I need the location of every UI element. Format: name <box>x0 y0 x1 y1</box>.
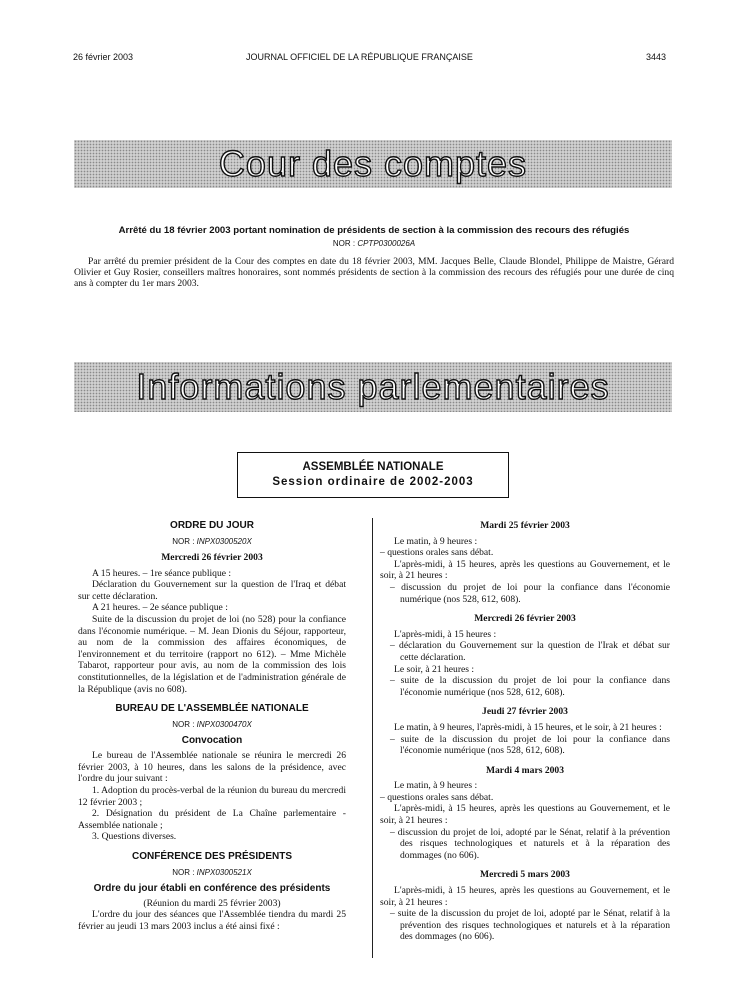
paragraph: L'après-midi, à 15 heures, après les questions au Gouvernement, et le soir, à 21 heures : <box>380 558 670 582</box>
paragraph: L'ordre du jour des séances que l'Assemblée tiendra du mardi 25 février au jeudi 13 mars 2003 inclus a été ainsi fixé : <box>78 909 346 933</box>
ordre-du-jour-nor: NOR : INPX0300520X <box>172 537 252 546</box>
nor-code: CPTP0300026A <box>357 239 416 248</box>
nor-code: INPX0300521X <box>196 867 252 877</box>
ordre-date: Mercredi 26 février 2003 <box>161 552 263 563</box>
list-item: 3. Questions diverses. <box>92 831 177 843</box>
list-item: – suite de la discussion du projet de loi pour la confiance dans l'économie numérique (nos 528, 612, 608). <box>390 675 670 698</box>
list-item: – discussion du projet de loi, adopté par le Sénat, relatif à la prévention des risques technologiques et naturels et à la réparation des dommages (no 606). <box>390 826 670 861</box>
arrete-body: Par arrêté du premier président de la Cour des comptes en date du 18 février 2003, MM. Jacques Belle, Claude Blondel, Philippe de Maistre, Gérard Olivier et Guy Rosier, conseillers maîtres honoraires, sont nommés présidents de section à la commission des recours des réfugiés pour une durée de cinq ans à compter du 1er mars 2003. <box>74 256 674 289</box>
banner-title: Cour des comptes <box>218 143 528 184</box>
paragraph: Suite de la discussion du projet de loi (no 528) pour la confiance dans l'économie numérique. – M. Jean Dionis du Séjour, rapporteur, au nom de la commission des affaires économiques, de l'environnement et du territoire (rapport no 612). – Mme Michèle Tabarot, rapporteur pour avis, au nom de la commission des lois constitutionnelles, de la législation et de l'administration générale de la République (avis no 608). <box>78 613 346 695</box>
list-item: 2. Désignation du président de La Chaîne parlementaire - Assemblée nationale ; <box>78 808 346 831</box>
nor-code: INPX0300470X <box>196 720 252 730</box>
day-heading: Mardi 4 mars 2003 <box>485 764 565 776</box>
header-journal: JOURNAL OFFICIEL DE LA RÉPUBLIQUE FRANÇAISE <box>246 52 473 62</box>
nor-label: NOR : <box>332 239 356 248</box>
day-heading: Mercredi 26 février 2003 <box>474 613 576 625</box>
paragraph: A 15 heures. – 1re séance publique : <box>92 567 232 579</box>
arrete-title: Arrêté du 18 février 2003 portant nomination de présidents de section à la commission des recours des réfugiés <box>118 225 630 236</box>
arrete-nor <box>74 239 674 248</box>
day-heading: Mercredi 5 mars 2003 <box>480 869 570 881</box>
list-item: – questions orales sans débat. <box>380 547 494 559</box>
day-heading: Mardi 25 février 2003 <box>480 520 570 531</box>
list-item: – questions orales sans débat. <box>380 791 494 803</box>
list-item: – déclaration du Gouvernement sur la question de l'Irak et débat sur cette déclaration. <box>390 640 670 663</box>
list-item: – suite de la discussion du projet de loi pour la confiance dans l'économie numérique (nos 528, 612, 608). <box>390 733 670 757</box>
banner-informations-parlementaires <box>74 362 672 412</box>
column-separator <box>372 518 373 958</box>
list-item: – discussion du projet de loi pour la confiance dans l'économie numérique (nos 528, 612, 608). <box>390 581 670 605</box>
paragraph: Déclaration du Gouvernement sur la question de l'Iraq et débat sur cette déclaration. <box>78 579 346 602</box>
header-date: 26 février 2003 <box>73 52 134 62</box>
right-column <box>380 520 670 943</box>
nor-code: INPX0300520X <box>196 537 252 546</box>
left-column <box>78 520 346 933</box>
list-item: 1. Adoption du procès-verbal de la réunion du bureau du mercredi 12 février 2003 ; <box>78 784 346 808</box>
session-title: Session ordinaire de 2002-2003 <box>272 476 474 488</box>
banner-title: Informations parlementaires <box>136 366 610 407</box>
day-heading: Jeudi 27 février 2003 <box>482 706 568 718</box>
bureau-nor: NOR : INPX0300470X <box>172 720 252 730</box>
conference-subtitle: Ordre du jour établi en conférence des présidents <box>93 882 331 894</box>
assemblee-box <box>237 452 509 498</box>
conference-title: CONFÉRENCE DES PRÉSIDENTS <box>131 850 293 862</box>
paragraph: Le matin, à 9 heures, l'après-midi, à 15 heures, et le soir, à 21 heures : <box>394 721 662 733</box>
list-item: – suite de la discussion du projet de loi, adopté par le Sénat, relatif à la prévention des risques technologiques et naturels et à la réparation des dommages (no 606). <box>390 908 670 943</box>
paragraph: L'après-midi, à 15 heures, après les questions au Gouvernement, et le soir, à 21 heures : <box>380 803 670 827</box>
conference-nor: NOR : INPX0300521X <box>172 867 252 877</box>
bureau-title: BUREAU DE L'ASSEMBLÉE NATIONALE <box>115 703 309 715</box>
paragraph: Le bureau de l'Assemblée nationale se réunira le mercredi 26 février 2003, à 10 heures, dans les salons de la présidence, avec l'ordre du jour suivant : <box>78 750 346 785</box>
ordre-du-jour-title: ORDRE DU JOUR <box>170 520 254 531</box>
paragraph: Le soir, à 21 heures : <box>394 663 475 675</box>
header-page-number: 3443 <box>646 52 667 62</box>
conference-meeting: (Réunion du mardi 25 février 2003) <box>143 897 281 909</box>
paragraph: L'après-midi, à 15 heures : <box>394 628 497 640</box>
paragraph: L'après-midi, à 15 heures, après les questions au Gouvernement, et le soir, à 21 heures : <box>380 885 670 908</box>
banner-cour-des-comptes <box>74 140 672 188</box>
paragraph: Le matin, à 9 heures : <box>394 780 478 792</box>
paragraph: Le matin, à 9 heures : <box>394 535 478 547</box>
arrete-section <box>74 225 674 289</box>
paragraph: A 21 heures. – 2e séance publique : <box>92 602 228 614</box>
convocation-title: Convocation <box>181 735 243 747</box>
assemblee-title: ASSEMBLÉE NATIONALE <box>302 461 444 473</box>
